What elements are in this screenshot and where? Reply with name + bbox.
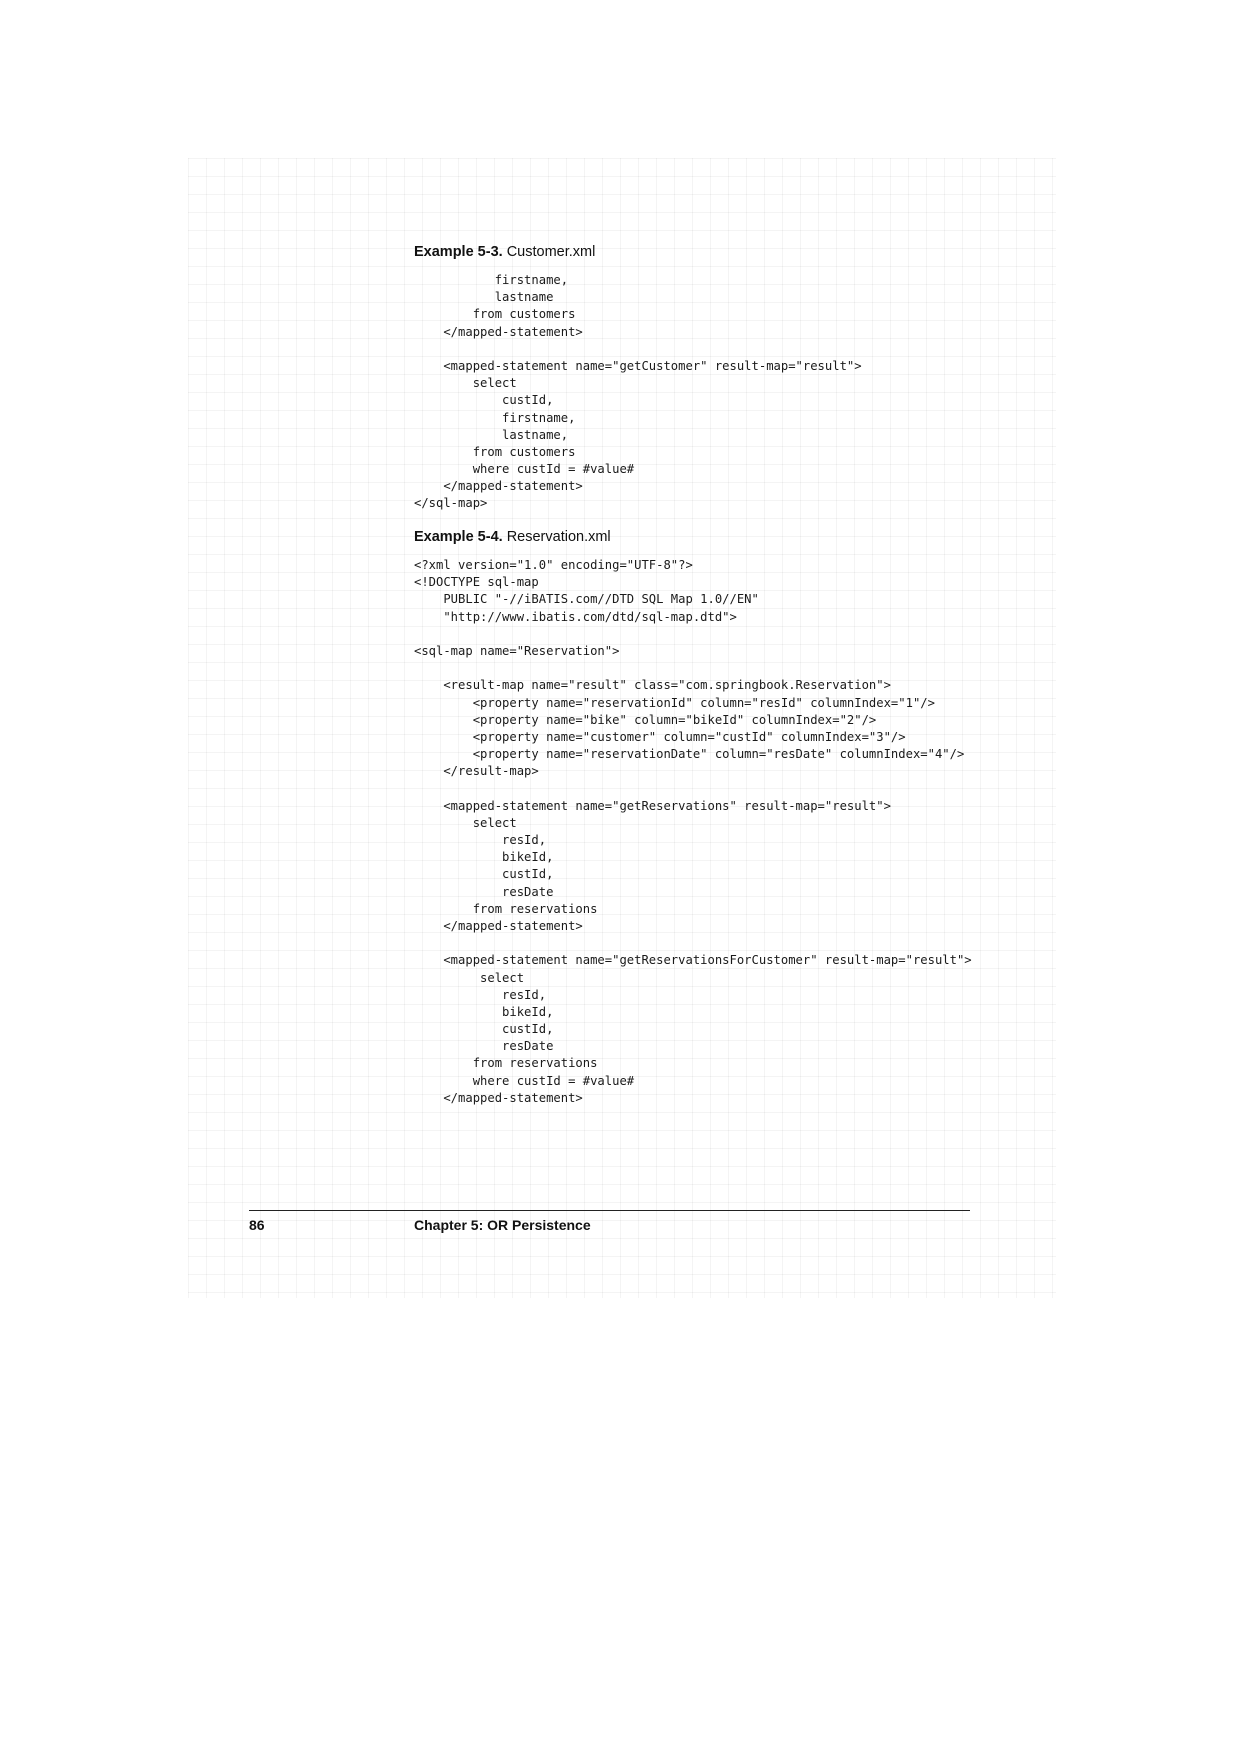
code-line: from customers: [414, 444, 576, 459]
code-line: select: [414, 376, 517, 391]
code-line: <property name="customer" column="custId" columnIndex="3"/>: [414, 729, 906, 744]
code-line: from reservations: [414, 1056, 598, 1071]
example-5-4-title: Reservation.xml: [506, 529, 611, 545]
code-line: [414, 341, 862, 358]
footer-rule: [249, 1210, 970, 1211]
example-5-3-title: Customer.xml: [506, 244, 596, 260]
code-line: <result-map name="result" class="com.springbook.Reservation">: [414, 678, 891, 693]
code-line: lastname,: [414, 427, 569, 442]
code-line: firstname,: [414, 273, 569, 287]
example-5-4-code-listing: [414, 557, 972, 1107]
code-line: select: [414, 970, 525, 985]
code-line: </result-map>: [414, 764, 539, 779]
code-line: [414, 660, 972, 677]
example-5-3-label: Example 5-3.: [414, 244, 503, 260]
code-line: where custId = #value#: [414, 462, 635, 477]
code-line: select: [414, 815, 517, 830]
chapter-title: Chapter 5: OR Persistence: [414, 1217, 591, 1233]
example-5-3-code-listing: [414, 272, 862, 513]
code-line: from reservations: [414, 901, 598, 916]
code-line: </mapped-statement>: [414, 1090, 583, 1105]
code-line: <property name="reservationDate" column="resDate" columnIndex="4"/>: [414, 747, 965, 762]
page-number: 86: [249, 1217, 265, 1233]
code-line: </mapped-statement>: [414, 479, 583, 494]
code-line: resDate: [414, 884, 554, 899]
code-line: resId,: [414, 833, 547, 847]
code-line: </sql-map>: [414, 496, 488, 511]
example-5-4-label: Example 5-4.: [414, 529, 503, 545]
example-5-4-caption: [414, 528, 611, 546]
code-line: [414, 780, 972, 797]
code-line: <mapped-statement name="getReservationsForCustomer" result-map="result">: [414, 953, 972, 968]
code-line: custId,: [414, 393, 554, 408]
code-line: bikeId,: [414, 850, 554, 865]
code-line: PUBLIC "-//iBATIS.com//DTD SQL Map 1.0//EN": [414, 592, 759, 607]
code-line: <!DOCTYPE sql-map: [414, 575, 539, 590]
code-line: resDate: [414, 1039, 554, 1054]
code-line: <mapped-statement name="getReservations" result-map="result">: [414, 798, 891, 813]
code-line: <property name="bike" column="bikeId" columnIndex="2"/>: [414, 712, 877, 727]
example-5-3-caption: [414, 243, 595, 261]
code-line: [414, 626, 972, 643]
code-line: <?xml version="1.0" encoding="UTF-8"?>: [414, 558, 693, 572]
code-line: lastname: [414, 290, 554, 305]
code-line: where custId = #value#: [414, 1073, 635, 1088]
code-line: firstname,: [414, 410, 576, 425]
code-line: resId,: [414, 987, 547, 1002]
code-line: </mapped-statement>: [414, 918, 583, 933]
code-line: from customers: [414, 307, 576, 322]
code-line: <sql-map name="Reservation">: [414, 643, 620, 658]
code-line: [414, 935, 972, 952]
code-line: custId,: [414, 1022, 554, 1037]
code-line: "http://www.ibatis.com/dtd/sql-map.dtd">: [414, 609, 737, 624]
code-line: <property name="reservationId" column="resId" columnIndex="1"/>: [414, 695, 935, 710]
code-line: </mapped-statement>: [414, 324, 583, 339]
code-line: custId,: [414, 867, 554, 882]
code-line: <mapped-statement name="getCustomer" result-map="result">: [414, 358, 862, 373]
code-line: bikeId,: [414, 1004, 554, 1019]
